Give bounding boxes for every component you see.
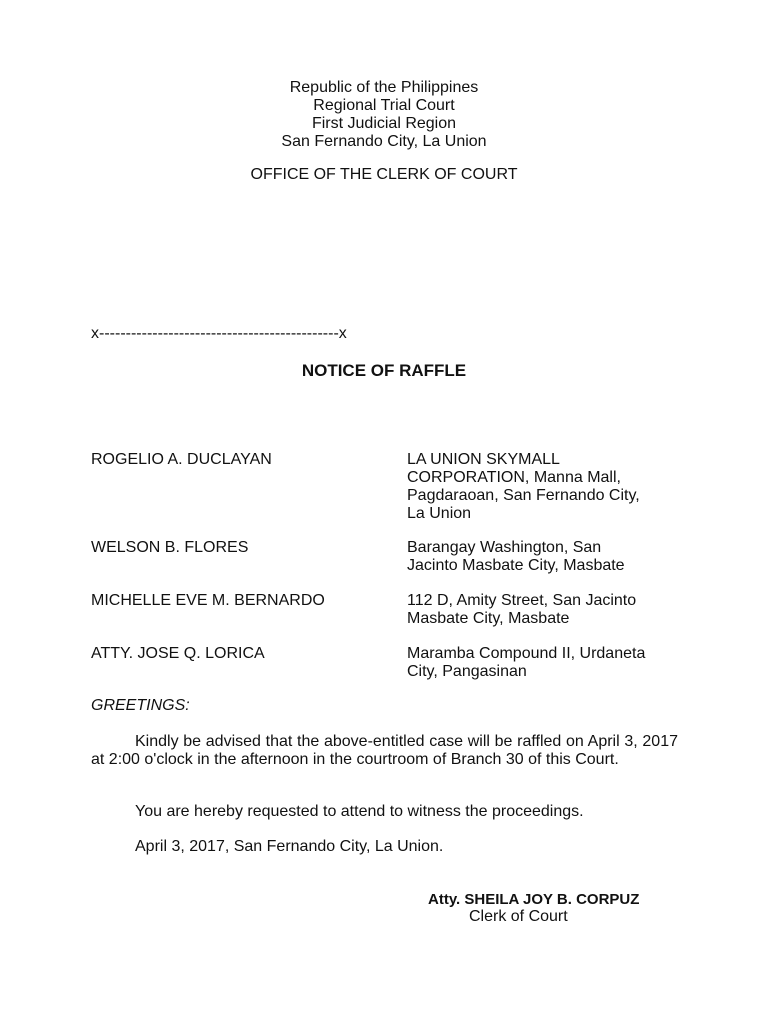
date-place-line: April 3, 2017, San Fernando City, La Union. <box>135 838 444 855</box>
party-address <box>407 539 687 575</box>
address-line: Masbate City, Masbate <box>407 610 570 627</box>
party-name: ROGELIO A. DUCLAYAN <box>91 451 272 468</box>
office-heading: OFFICE OF THE CLERK OF COURT <box>250 166 518 183</box>
case-separator: x---------------------------------------------x <box>91 325 347 342</box>
address-line: La Union <box>407 505 472 522</box>
party-name: MICHELLE EVE M. BERNARDO <box>91 592 325 609</box>
address-line: 112 D, Amity Street, San Jacinto <box>407 592 637 609</box>
address-line: CORPORATION, Manna Mall, <box>407 469 621 486</box>
party-name: WELSON B. FLORES <box>91 539 249 556</box>
header-republic: Republic of the Philippines <box>289 79 479 96</box>
court-header <box>0 79 768 151</box>
signatory-title: Clerk of Court <box>469 908 568 925</box>
address-line: LA UNION SKYMALL <box>407 451 560 468</box>
party-address <box>407 451 687 523</box>
greetings: GREETINGS: <box>91 697 190 714</box>
party-address <box>407 592 687 628</box>
address-line: City, Pangasinan <box>407 663 527 680</box>
address-line: Maramba Compound II, Urdaneta <box>407 645 646 662</box>
body-paragraph: You are hereby requested to attend to witness the proceedings. <box>135 803 584 820</box>
signatory-name: Atty. SHEILA JOY B. CORPUZ <box>428 891 640 908</box>
address-line: Pagdaraoan, San Fernando City, <box>407 487 640 504</box>
header-court: Regional Trial Court <box>313 97 455 114</box>
address-line: Barangay Washington, San <box>407 539 602 556</box>
document-title: NOTICE OF RAFFLE <box>301 361 467 380</box>
address-line: Jacinto Masbate City, Masbate <box>407 557 625 574</box>
header-city: San Fernando City, La Union <box>281 133 487 150</box>
body-paragraph: Kindly be advised that the above-entitled case will be raffled on April 3, 2017 at 2:00 o'clock in the afternoon in the courtroom of Branch 30 of this Court. <box>91 733 678 768</box>
party-address <box>407 645 687 681</box>
party-name: ATTY. JOSE Q. LORICA <box>91 645 265 662</box>
header-region: First Judicial Region <box>311 115 457 132</box>
